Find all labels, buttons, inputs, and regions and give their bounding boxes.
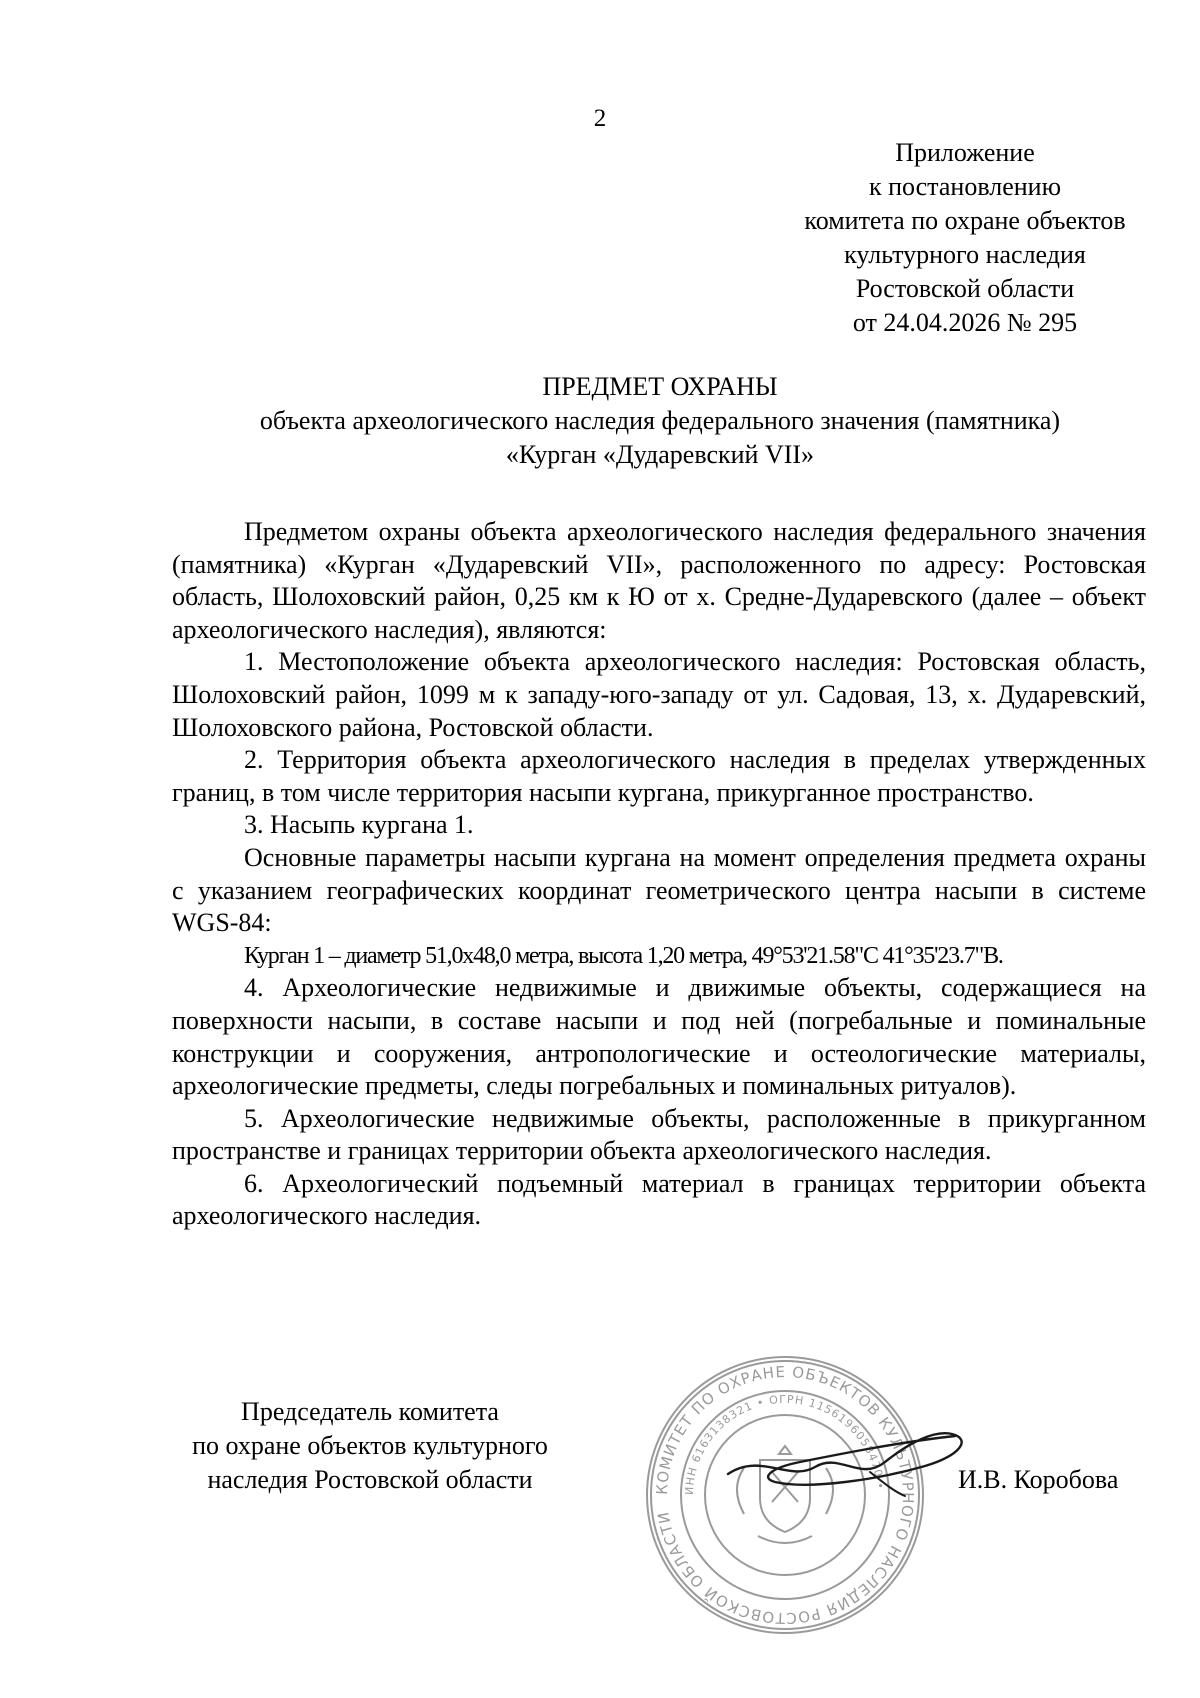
page-number: 2 — [593, 105, 607, 132]
signer-position — [150, 1395, 590, 1497]
body-paragraph-parameters: Основные параметры насыпи кургана на момент определения предмета охраны с указанием географических координат геометрического центра насыпи в системе WGS-84: — [172, 842, 1146, 938]
body-paragraph-intro: Предметом охраны объекта археологического наследия федерального значения (памятника) «Курган «Дударевский VII», расположенного по адресу: Ростовская область, Шолоховский район, 0,25 км к Ю от х. Средне-Дударевского (далее – объект археологического наследия), являются: — [172, 517, 1146, 644]
document-body — [172, 516, 1146, 1233]
appendix-line: культурного наследия — [844, 240, 1086, 269]
heading-object-name: «Курган «Дударевский VII» — [505, 440, 815, 469]
body-paragraph-item-4: 4. Археологические недвижимые и движимые объекты, содержащиеся на поверхности насыпи, в составе насыпи и под ней (погребальные и поминальные конструкции и сооружения, антропологические и остеологические материалы, археологические предметы, следы погребальных и поминальных ритуалов). — [172, 973, 1146, 1101]
body-paragraph-item-5: 5. Археологические недвижимые объекты, расположенные в прикурганном пространстве и границах территории объекта археологического наследия. — [172, 1103, 1146, 1166]
body-paragraph-coordinates: Курган 1 – диаметр 51,0х48,0 метра, высота 1,20 метра, 49°53'21.58"С 41°35'23.7"В. — [244, 942, 1003, 969]
document-heading — [140, 370, 1180, 472]
body-paragraph-item-2: 2. Территория объекта археологического наследия в пределах утвержденных границ, в том числе территория насыпи кургана, прикурганное пространство. — [172, 745, 1146, 807]
signer-position-line: по охране объектов культурного — [192, 1431, 548, 1460]
body-paragraph-item-6: 6. Археологический подъемный материал в границах территории объекта археологического наследия. — [172, 1168, 1146, 1231]
heading-title: ПРЕДМЕТ ОХРАНЫ — [542, 372, 778, 401]
body-paragraph-item-3: 3. Насыпь кургана 1. — [244, 810, 474, 840]
signer-position-line: Председатель комитета — [241, 1397, 499, 1426]
stamp-inner-text: ИНН 6163138321 • ОГРН 1156196058470 • — [682, 1392, 887, 1496]
stamp-outer-text: КОМИТЕТ ПО ОХРАНЕ ОБЪЕКТОВ КУЛЬТУРНОГО НАСЛЕДИЯ РОСТОВСКОЙ ОБЛАСТИ — [652, 1362, 918, 1628]
appendix-date-number: от 24.04.2026 № 295 — [852, 308, 1078, 337]
handwritten-signature — [720, 1412, 980, 1512]
appendix-line: к постановлению — [868, 172, 1062, 201]
appendix-line: Приложение — [895, 138, 1035, 167]
appendix-line: Ростовской области — [855, 274, 1075, 303]
signer-name: И.В. Коробова — [958, 1465, 1119, 1494]
heading-subtitle: объекта археологического наследия федерального значения (памятника) — [259, 406, 1061, 435]
body-paragraph-item-1: 1. Местоположение объекта археологического наследия: Ростовская область, Шолоховский район, 1099 м к западу-юго-западу от ул. Садовая, 13, х. Дударевский, Шолоховского района, Ростовской области. — [172, 647, 1146, 742]
appendix-line: комитета по охране объектов — [804, 206, 1126, 235]
appendix-block — [740, 136, 1190, 340]
signer-position-line: наследия Ростовской области — [207, 1465, 533, 1494]
